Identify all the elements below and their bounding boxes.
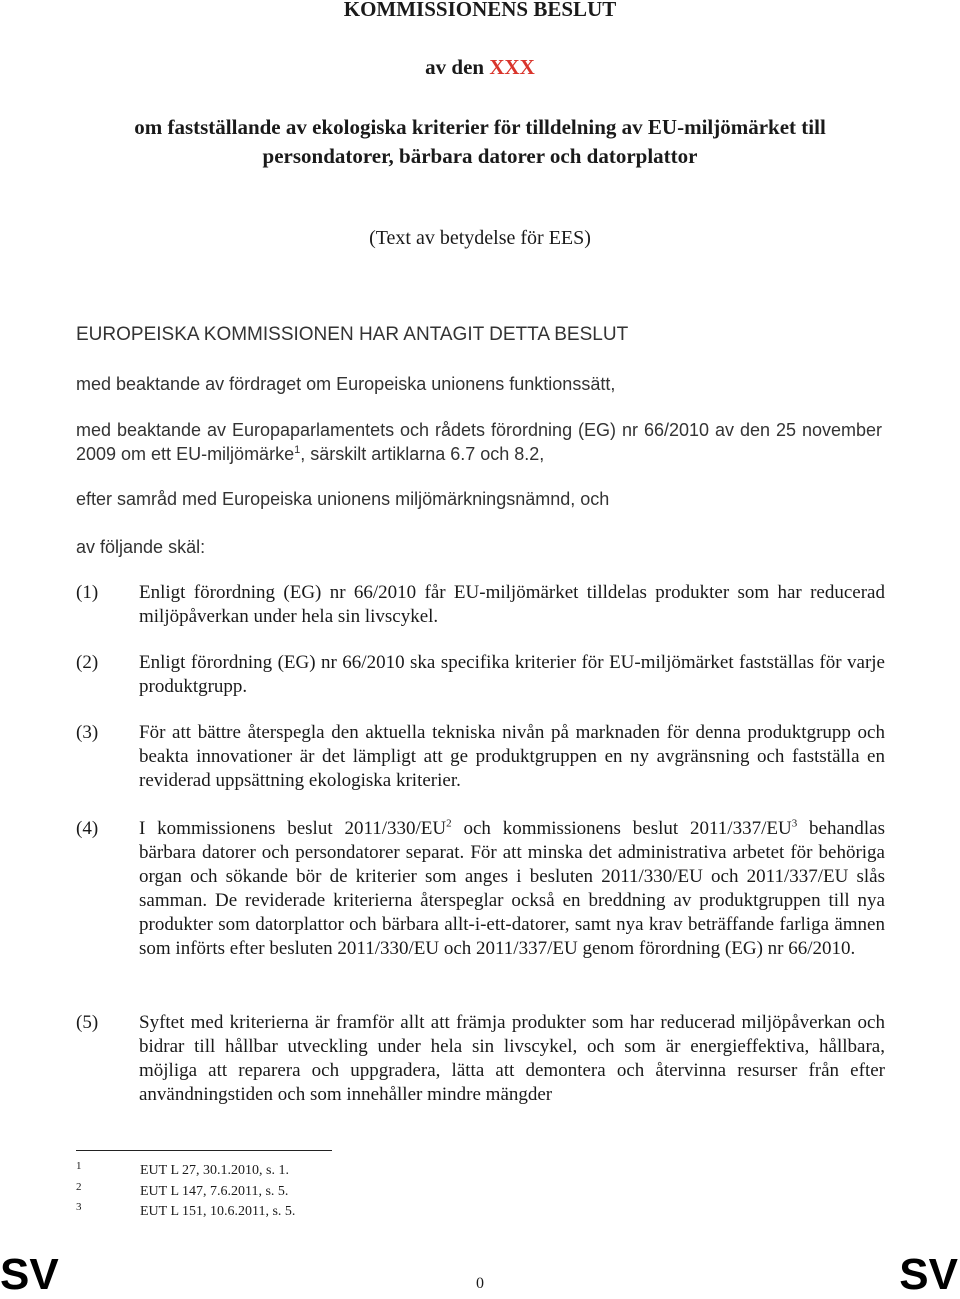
eea-note: (Text av betydelse för EES) [369,227,591,249]
language-code-right: SV [899,1250,958,1299]
recital-text [139,817,885,961]
page-number: 0 [476,1275,484,1292]
footnote-ref: 1 [294,444,301,456]
citation-treaty: med beaktande av fördraget om Europeiska unionens funktionssätt, [76,374,616,394]
date-prefix: av den [425,55,490,79]
language-code-left: SV [0,1250,59,1299]
recital-text-part: behandlas bärbara datorer och persondatorer separat. För att minska det administrativa arbetet för behöriga organ och sökande bör de kriterier som anges i besluten 2011/330/EU och 2011/337/EU slås samman. De reviderade kriterierna återspeglar också en breddning av produktgruppen till nya produkter som datorplattor och bärbara allt-i-ett-datorer, samt nya krav beträffande farliga ämnen som införts efter besluten 2011/330/EU och 2011/337/EU genom förordning (EG) nr 66/2010. [139,818,885,959]
citation-consultation: efter samråd med Europeiska unionens miljömärkningsnämnd, och [76,489,610,509]
document-subject [0,113,960,171]
document-title: KOMMISSIONENS BESLUT [343,0,617,21]
citation-regulation-text: med beaktande av Europaparlamentets och rådets förordning (EG) nr 66/2010 av den 25 november 2009 om ett EU-miljömärke [76,420,882,464]
recital-number: (2) [76,652,99,673]
reasons-intro: av följande skäl: [76,537,206,557]
footnote-text: EUT L 27, 30.1.2010, s. 1. [140,1163,289,1178]
recital-text: För att bättre återspegla den aktuella tekniska nivån på marknaden för denna produktgrupp och beakta innovationer är det lämpligt att ge produktgruppen en ny avgränsning och fastställa en reviderad uppsättning ekologiska kriterier. [139,722,885,791]
footnote-ref: 2 [446,817,452,830]
document-date [0,53,960,81]
recital-text-part: I kommissionens beslut 2011/330/EU [139,818,447,839]
recital-text-part: och kommissionens beslut 2011/337/EU [451,818,792,839]
footnote-mark: 1 [76,1160,82,1172]
adoption-statement: EUROPEISKA KOMMISSIONEN HAR ANTAGIT DETTA BESLUT [76,324,629,345]
recital-number: (5) [76,1012,99,1033]
footnote-text: EUT L 151, 10.6.2011, s. 5. [140,1204,296,1219]
footnote-text: EUT L 147, 7.6.2011, s. 5. [140,1184,289,1199]
citation-regulation-tail: , särskilt artiklarna 6.7 och 8.2, [300,444,545,464]
footnote-separator [76,1150,332,1151]
footnote-mark: 3 [76,1201,82,1213]
date-placeholder: XXX [489,55,535,79]
recital-text: Syftet med kriterierna är framför allt att främja produkter som har reducerad miljöpåverkan och bidrar till hållbar utveckling under hela sin livscykel, och som är energieffektiva, hållbara, möjliga att reparera och uppgradera, lätta att demontera och återvinna resurser från efter användningstiden och som innehåller mindre mängder [139,1012,885,1105]
recital-text: Enligt förordning (EG) nr 66/2010 ska specifika kriterier för EU-miljömärket fastställas för varje produktgrupp. [139,652,885,697]
footnote-mark: 2 [76,1181,82,1193]
recital-number: (4) [76,818,99,839]
recital-number: (3) [76,722,99,743]
recital-text: Enligt förordning (EG) nr 66/2010 får EU-miljömärket tilldelas produkter som har reducerad miljöpåverkan under hela sin livscykel. [139,582,885,627]
subject-line-2: persondatorer, bärbara datorer och datorplattor [262,144,698,168]
footnote-ref: 3 [791,817,798,830]
subject-line-1: om fastställande av ekologiska kriterier för tilldelning av EU-miljömärket till [134,115,826,139]
citation-regulation [76,418,882,466]
recital-number: (1) [76,582,99,603]
